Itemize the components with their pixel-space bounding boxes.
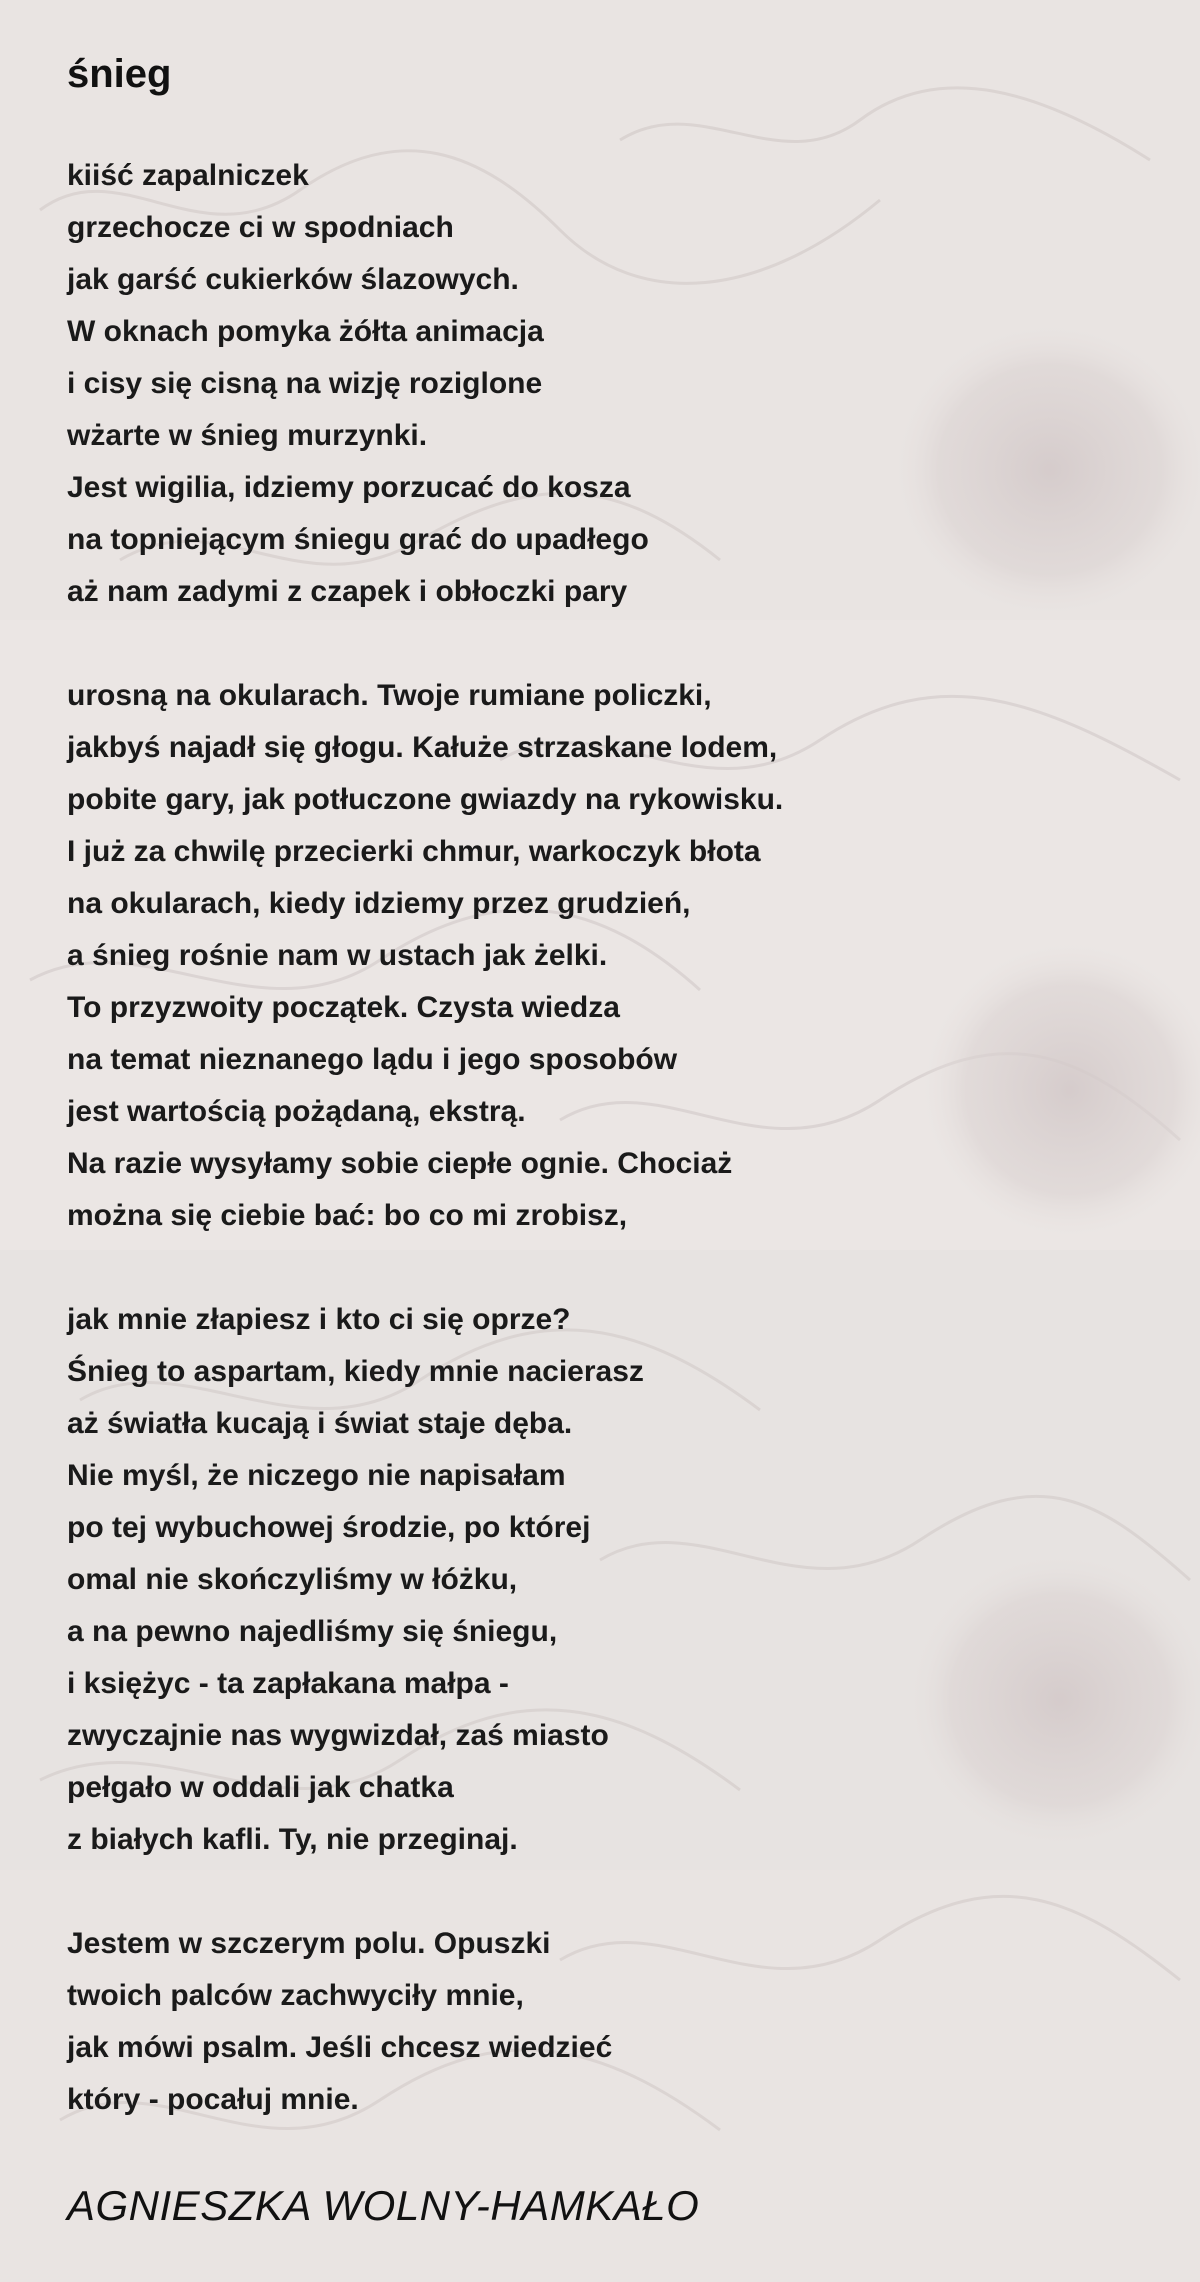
poem-line: urosną na okularach. Twoje rumiane policzki, bbox=[67, 679, 712, 712]
poem-author: AGNIESZKA WOLNY-HAMKAŁO bbox=[67, 2182, 700, 2229]
poem-line: wżarte w śnieg murzynki. bbox=[67, 419, 428, 452]
poem-line: Jestem w szczerym polu. Opuszki bbox=[67, 1927, 551, 1960]
poem-line: twoich palców zachwyciły mnie, bbox=[67, 1979, 524, 2012]
poem-line: jakbyś najadł się głogu. Kałuże strzaskane lodem, bbox=[67, 731, 778, 764]
poem-line: pobite gary, jak potłuczone gwiazdy na rykowisku. bbox=[67, 783, 784, 816]
stanza-4 bbox=[67, 1918, 1147, 2126]
stanza-2 bbox=[67, 670, 1147, 1242]
poem-line: To przyzwoity początek. Czysta wiedza bbox=[67, 991, 620, 1024]
poem-line: Na razie wysyłamy sobie ciepłe ognie. Chociaż bbox=[67, 1147, 733, 1180]
poem-line: pełgało w oddali jak chatka bbox=[67, 1771, 454, 1804]
stanza-3 bbox=[67, 1294, 1147, 1866]
poem-line: a śnieg rośnie nam w ustach jak żelki. bbox=[67, 939, 608, 972]
poem-line: I już za chwilę przecierki chmur, warkoczyk błota bbox=[67, 835, 761, 868]
poem-line: aż nam zadymi z czapek i obłoczki pary bbox=[67, 575, 628, 608]
stanza-1 bbox=[67, 150, 1147, 618]
poem-line: jak mnie złapiesz i kto ci się oprze? bbox=[67, 1303, 571, 1336]
poem-line: i księżyc - ta zapłakana małpa - bbox=[67, 1667, 509, 1700]
poem-line: na temat nieznanego lądu i jego sposobów bbox=[67, 1043, 678, 1076]
poem-line: który - pocałuj mnie. bbox=[67, 2083, 359, 2116]
poem-line: można się ciebie bać: bo co mi zrobisz, bbox=[67, 1199, 628, 1232]
poem-line: Jest wigilia, idziemy porzucać do kosza bbox=[67, 471, 631, 504]
poem-line: na okularach, kiedy idziemy przez grudzień, bbox=[67, 887, 691, 920]
poem-line: jest wartością pożądaną, ekstrą. bbox=[67, 1095, 526, 1128]
poem-line: grzechocze ci w spodniach bbox=[67, 211, 454, 244]
poem-body bbox=[67, 150, 1147, 2178]
poem-line: kiiść zapalniczek bbox=[67, 159, 309, 192]
poem-line: aż światła kucają i świat staje dęba. bbox=[67, 1407, 573, 1440]
poem-line: omal nie skończyliśmy w łóżku, bbox=[67, 1563, 518, 1596]
poem-line: z białych kafli. Ty, nie przeginaj. bbox=[67, 1823, 518, 1856]
poem-line: na topniejącym śniegu grać do upadłego bbox=[67, 523, 649, 556]
poem-line: jak garść cukierków ślazowych. bbox=[67, 263, 519, 296]
poem-line: jak mówi psalm. Jeśli chcesz wiedzieć bbox=[67, 2031, 613, 2064]
poem-line: Nie myśl, że niczego nie napisałam bbox=[67, 1459, 566, 1492]
poem-line: a na pewno najedliśmy się śniegu, bbox=[67, 1615, 558, 1648]
poem-line: zwyczajnie nas wygwizdał, zaś miasto bbox=[67, 1719, 609, 1752]
poem-line: Śnieg to aspartam, kiedy mnie nacierasz bbox=[67, 1355, 644, 1388]
poem-line: W oknach pomyka żółta animacja bbox=[67, 315, 544, 348]
poem-line: i cisy się cisną na wizję roziglone bbox=[67, 367, 543, 400]
poem-title: śnieg bbox=[67, 52, 172, 96]
poem-line: po tej wybuchowej środzie, po której bbox=[67, 1511, 591, 1544]
